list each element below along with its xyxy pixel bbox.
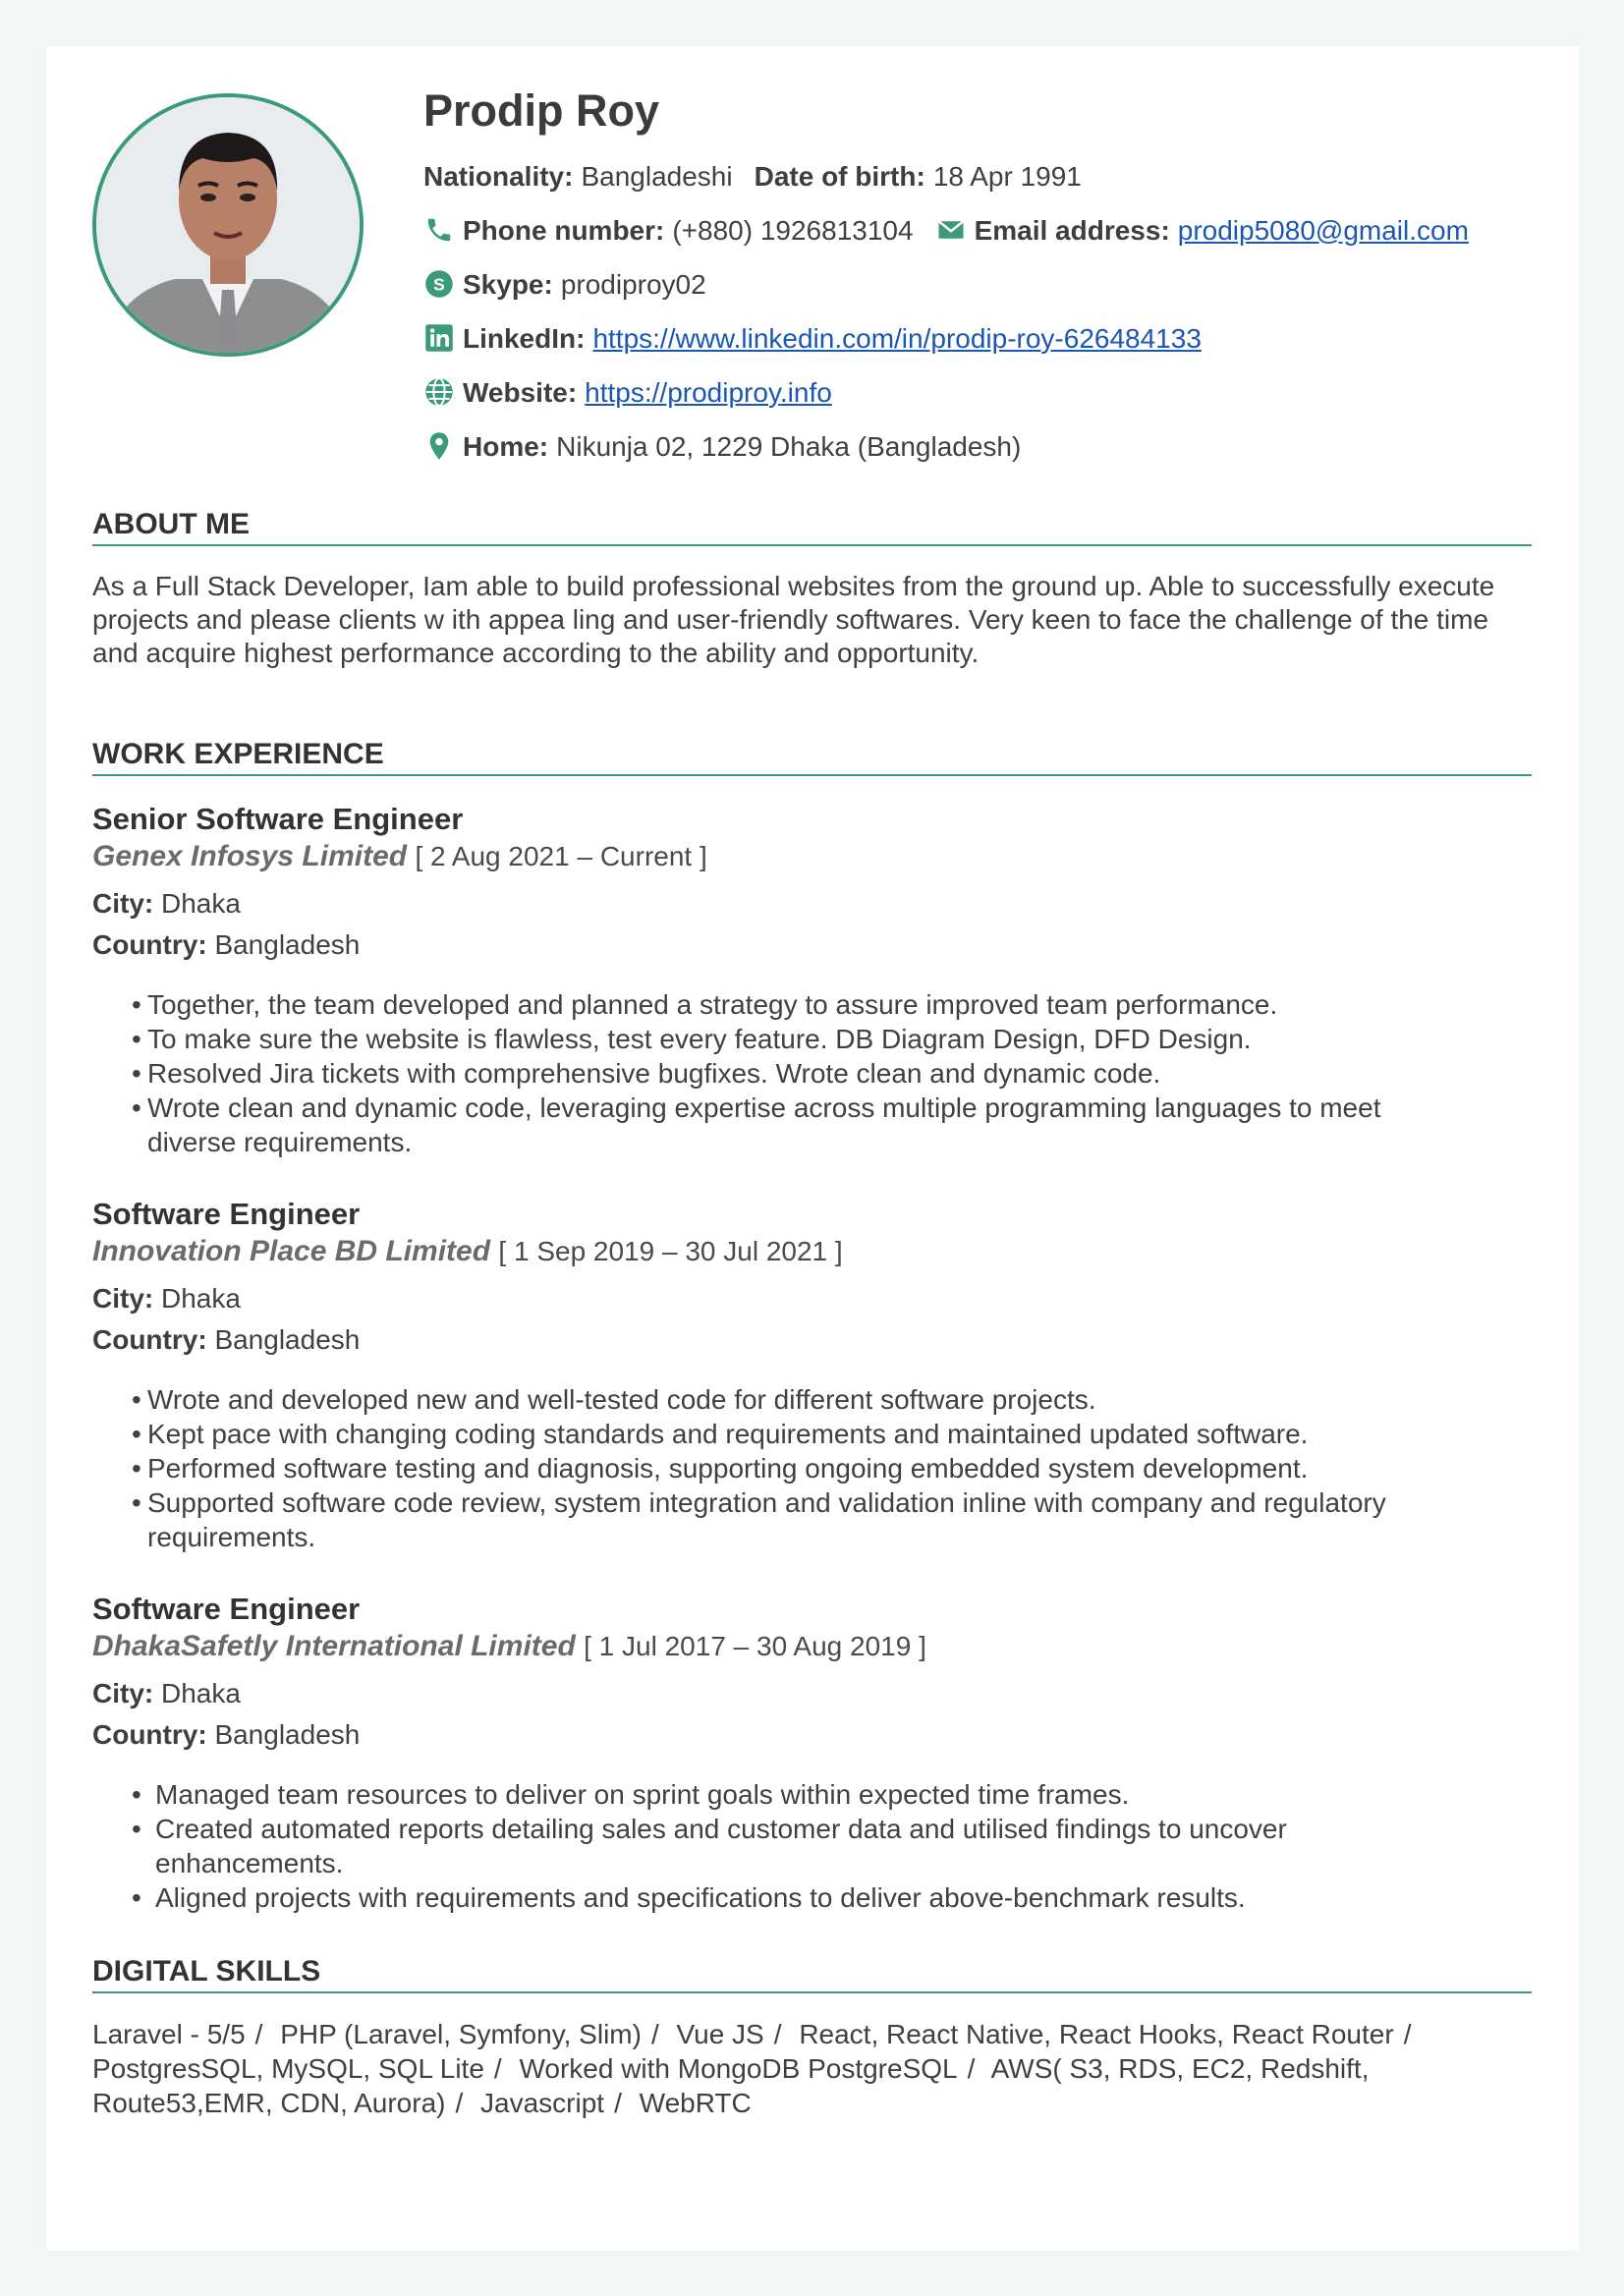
home-value: Nikunja 02, 1229 Dhaka (Bangladesh) [556,430,1022,462]
svg-text:S: S [433,274,445,295]
job-country: Country: Bangladesh [92,929,361,960]
skill-item: Worked with MongoDB PostgreSQL [519,2052,958,2084]
phone-label: Phone number: [463,214,665,246]
job-city: City: Dhaka [92,1678,241,1708]
skill-separator: / [493,2052,502,2084]
skill-separator: / [614,2087,622,2118]
nationality-label: Nationality: [423,160,574,192]
job-title: Software Engineer [92,1197,361,1231]
list-item: • Resolved Jira tickets with comprehensive bugfixes. Wrote clean and dynamic code. [132,1056,1532,1091]
skill-separator: / [455,2087,464,2118]
skill-item: Javascript [480,2087,605,2118]
skill-separator: / [1403,2018,1412,2049]
list-item: • Wrote and developed new and well-tested code for different software projects. [132,1382,1532,1417]
skills-list [92,2017,1532,2120]
list-item: • Aligned projects with requirements and specifications to deliver above-benchmark results. [132,1880,1532,1915]
skill-item: Vue JS [676,2018,764,2049]
skill-separator: / [967,2052,976,2084]
work-heading: WORK EXPERIENCE [92,738,1532,776]
job-company-line [92,1628,1532,1665]
skype-value: prodiproy02 [560,268,706,300]
profile-header [423,86,1553,474]
job-company-line [92,838,1532,875]
job-title: Software Engineer [92,1592,361,1626]
job-title: Senior Software Engineer [92,802,464,836]
skill-separator: / [254,2018,263,2049]
list-item: • Managed team resources to deliver on sprint goals within expected time frames. [132,1777,1532,1812]
job-entry [92,1196,1532,1554]
skill-separator: / [650,2018,659,2049]
job-entry [92,801,1532,1159]
list-item: • Created automated reports detailing sales and customer data and utilised findings to uncover enhancements. [132,1812,1532,1880]
job-entry [92,1591,1532,1915]
nationality-value: Bangladeshi [581,160,733,192]
job-bullets [92,987,1532,1159]
skype-icon [423,268,455,300]
skill-separator: / [773,2018,782,2049]
job-country: Country: Bangladesh [92,1719,361,1750]
website-link[interactable]: https://prodiproy.info [585,376,832,408]
profile-photo [92,93,364,357]
about-section [92,508,1532,670]
job-dates: [ 1 Sep 2019 – 30 Jul 2021 ] [498,1236,843,1266]
about-heading: ABOUT ME [92,508,1532,546]
nationality-dob-line [423,149,1553,203]
phone-icon [423,214,455,246]
phone-value: (+880) 1926813104 [672,214,914,246]
work-section [92,738,1532,776]
job-city: City: Dhaka [92,1283,241,1314]
linkedin-label: LinkedIn: [463,322,586,354]
skill-item: Laravel - 5/5 [92,2018,246,2049]
email-label: Email address: [974,214,1170,246]
list-item: • Wrote clean and dynamic code, leveraging expertise across multiple programming languages to meet diverse requirements. [132,1091,1532,1159]
dob-value: 18 Apr 1991 [932,160,1082,192]
job-city: City: Dhaka [92,888,241,919]
list-item: • Supported software code review, system integration and validation inline with company and regulatory requirements. [132,1485,1532,1554]
skype-line [423,257,1553,311]
dob-label: Date of birth: [754,160,925,192]
skill-item: PostgresSQL, MySQL, SQL Lite [92,2052,484,2084]
job-bullets [92,1382,1532,1554]
list-item: • Performed software testing and diagnosis, supporting ongoing embedded system development. [132,1451,1532,1485]
location-pin-icon [423,430,455,462]
skill-item: AWS( S3, RDS, EC2, Redshift, Route53,EMR, CDN, Aurora) [92,2052,1370,2118]
email-icon [935,214,967,246]
job-company-line [92,1233,1532,1270]
home-label: Home: [463,430,549,462]
job-company: Genex Infosys Limited [92,840,408,872]
skills-heading: DIGITAL SKILLS [92,1955,1532,1993]
globe-icon [423,376,455,408]
job-bullets [92,1777,1532,1915]
job-company: DhakaSafetly International Limited [92,1630,576,1662]
email-link[interactable]: prodip5080@gmail.com [1177,214,1469,246]
job-dates: [ 2 Aug 2021 – Current ] [415,841,707,871]
skype-label: Skype: [463,268,553,300]
skills-section [92,1955,1532,2120]
linkedin-link[interactable]: https://www.linkedin.com/in/prodip-roy-626484133 [592,322,1202,354]
website-line [423,365,1553,420]
website-label: Website: [463,376,578,408]
linkedin-line [423,311,1553,365]
home-line [423,420,1553,474]
contact-line [423,203,1553,257]
skill-item: WebRTC [639,2087,752,2118]
list-item: • Together, the team developed and planned a strategy to assure improved team performance. [132,987,1532,1022]
skill-item: React, React Native, React Hooks, React Router [799,2018,1394,2049]
list-item: • Kept pace with changing coding standards and requirements and maintained updated software. [132,1417,1532,1451]
about-text: As a Full Stack Developer, Iam able to build professional websites from the ground up. Able to successfully execute projects and please clients w ith appea ling and user-friendly softwares. Very keen to face the challenge of the time and acquire highest performance according to the ability and opportunity. [92,570,1495,668]
job-dates: [ 1 Jul 2017 – 30 Aug 2019 ] [584,1631,926,1661]
profile-name: Prodip Roy [423,85,660,136]
skill-item: PHP (Laravel, Symfony, Slim) [280,2018,642,2049]
linkedin-icon [423,322,455,354]
job-country: Country: Bangladesh [92,1324,361,1355]
list-item: • To make sure the website is flawless, test every feature. DB Diagram Design, DFD Design. [132,1022,1532,1056]
job-company: Innovation Place BD Limited [92,1235,491,1267]
